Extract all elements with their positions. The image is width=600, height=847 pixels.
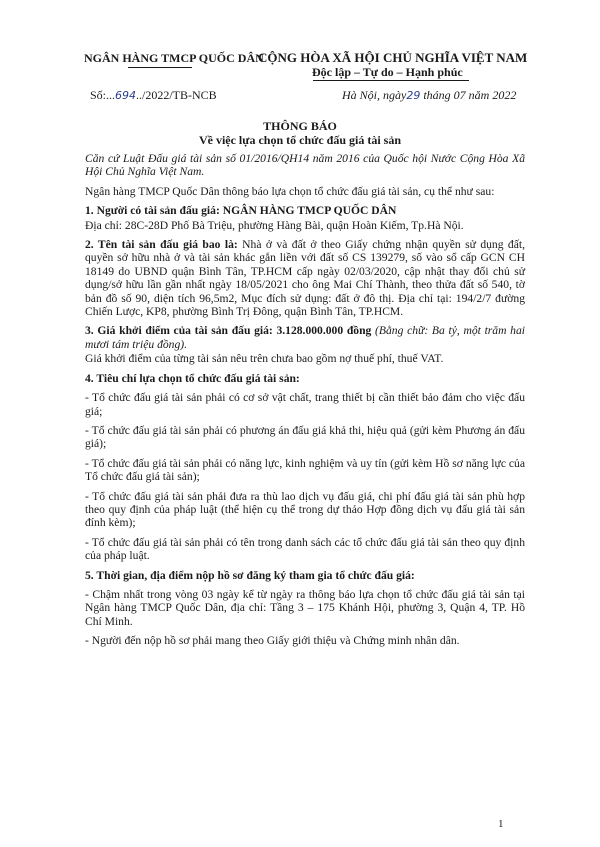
section-4-heading: 4. Tiêu chí lựa chọn tổ chức đấu giá tài sản: xyxy=(85,371,300,385)
document-title: THÔNG BÁO xyxy=(263,119,337,133)
doc-no-suffix: ../2022/TB-NCB xyxy=(136,88,217,102)
section-3-in-words: (Bằng chữ: Ba tỷ, một trăm hai mươi tám triệu đồng). xyxy=(85,324,525,351)
section-4-item: - Tổ chức đấu giá tài sản phải có năng lực, kinh nghiệm và uy tín (gửi kèm Hồ sơ năng lực của Tổ chức đấu giá tài sản); xyxy=(85,456,525,484)
date-prefix: Hà Nội, ngày xyxy=(342,88,407,102)
document-date xyxy=(342,88,516,103)
section-5-item: - Người đến nộp hồ sơ phải mang theo Giấy giới thiệu và Chứng minh nhân dân. xyxy=(85,634,460,648)
announcement: Ngân hàng TMCP Quốc Dân thông báo lựa chọn tổ chức đấu giá tài sản, cụ thể như sau: xyxy=(85,184,495,198)
section-4-item: - Tổ chức đấu giá tài sản phải có tên trong danh sách các tổ chức đấu giá tài sản theo quy định của pháp luật. xyxy=(85,535,525,563)
document-number xyxy=(90,88,217,103)
section-1-address: Địa chỉ: 28C-28D Phố Bà Triệu, phường Hàng Bài, quận Hoàn Kiếm, Tp.Hà Nội. xyxy=(85,218,464,232)
republic-heading: CỘNG HÒA XÃ HỘI CHỦ NGHĨA VIỆT NAM xyxy=(258,50,528,65)
doc-no-handwritten: 694 xyxy=(115,89,137,102)
section-2-text: Nhà ở và đất ở theo Giấy chứng nhận quyền sử dụng đất, quyền sở hữu nhà ở và tài sản khác gắn liền với đất số CS 139279, số vào sổ cấp GCN CH 18149 do UBND quận Bình Tân, TP.HCM cấp ngày 02/03/2020, cập nhật thay đổi chủ sử dụng/sở hữu lần gần nhất ngày 18/05/2021 cho ông Mai Chí Thành, theo thửa đất số 540, tờ bản đồ số 90, diện tích 96,5m2, Mục đích sử dụng: đất ở đô thị. Địa chỉ tại: 194/2/7 đường Chiến Lược, KP8, phường Bình Trị Đông, quận Bình Tân, TP.HCM. xyxy=(85,238,525,319)
section-2 xyxy=(85,238,525,318)
legal-basis: Căn cứ Luật Đấu giá tài sản số 01/2016/QH14 năm 2016 của Quốc hội Nước Cộng Hòa Xã Hội Chủ Nghĩa Việt Nam. xyxy=(85,152,525,179)
section-4-item: - Tổ chức đấu giá tài sản phải đưa ra thù lao dịch vụ đấu giá, chi phí đấu giá tài sản phù hợp theo quy định của pháp luật (thể hiện cụ thể trong dự thảo Hợp đồng dịch vụ đấu giá tài sản đính kèm); xyxy=(85,489,525,530)
section-3-note: Giá khởi điểm của từng tài sản nêu trên chưa bao gồm nợ thuế phí, thuế VAT. xyxy=(85,352,444,366)
page-number: 1 xyxy=(498,818,504,830)
section-2-heading: 2. Tên tài sản đấu giá bao là: xyxy=(85,238,238,252)
section-1-heading: 1. Người có tài sản đấu giá: NGÂN HÀNG TMCP QUỐC DÂN xyxy=(85,204,397,218)
bank-name: NGÂN HÀNG TMCP QUỐC DÂN xyxy=(84,51,264,65)
document-body xyxy=(85,152,525,654)
section-5-item: - Chậm nhất trong vòng 03 ngày kể từ ngày ra thông báo lựa chọn tổ chức đấu giá tài sản tại Ngân hàng TMCP Quốc Dân, địa chỉ: Tầng 3 – 175 Khánh Hội, phường 3, Quận 4, TP. Hồ Chí Minh. xyxy=(85,587,525,628)
section-4-item: - Tổ chức đấu giá tài sản phải có cơ sở vật chất, trang thiết bị cần thiết bảo đảm cho việc đấu giá; xyxy=(85,391,525,418)
national-motto: Độc lập – Tự do – Hạnh phúc xyxy=(312,65,463,79)
document-subtitle: Về việc lựa chọn tổ chức đấu giá tài sản xyxy=(198,133,402,147)
date-suffix: tháng 07 năm 2022 xyxy=(420,88,517,102)
doc-no-prefix: Số:... xyxy=(90,88,116,102)
bank-underline xyxy=(128,67,192,68)
section-5-heading: 5. Thời gian, địa điểm nộp hồ sơ đăng ký tham gia tổ chức đấu giá: xyxy=(85,568,415,582)
date-handwritten: 29 xyxy=(406,89,421,102)
section-3 xyxy=(85,324,525,351)
section-4-item: - Tổ chức đấu giá tài sản phải có phương án đấu giá khả thi, hiệu quả (gửi kèm Phương án đấu giá); xyxy=(85,423,525,451)
motto-underline xyxy=(313,80,469,81)
section-3-heading: 3. Giá khởi điểm của tài sản đấu giá: 3.128.000.000 đồng xyxy=(85,324,372,338)
